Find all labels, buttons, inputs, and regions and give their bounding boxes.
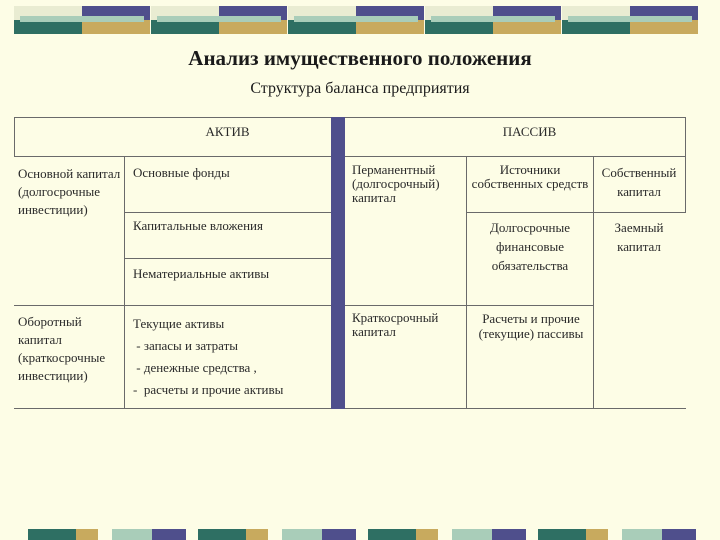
deco-block bbox=[82, 20, 150, 34]
deco-block bbox=[493, 20, 561, 34]
deco-block bbox=[288, 20, 356, 34]
grid-line bbox=[124, 156, 125, 409]
tekushchie-aktivy-item: - денежные средства , bbox=[133, 360, 257, 375]
deco-block bbox=[152, 529, 186, 540]
deco-block bbox=[431, 16, 555, 22]
deco-block bbox=[662, 529, 696, 540]
deco-block bbox=[568, 16, 692, 22]
tekushchie-aktivy-title: Текущие активы bbox=[133, 316, 225, 331]
deco-block bbox=[492, 529, 526, 540]
grid-line bbox=[466, 212, 686, 213]
deco-block bbox=[425, 20, 493, 34]
deco-block bbox=[76, 529, 98, 540]
grid-line bbox=[685, 156, 686, 212]
grid-line bbox=[593, 156, 594, 409]
grid-line bbox=[124, 212, 331, 213]
deco-block bbox=[219, 20, 287, 34]
deco-block bbox=[294, 16, 418, 22]
grid-line bbox=[124, 258, 331, 259]
deco-block bbox=[452, 529, 492, 540]
grid-line bbox=[345, 305, 593, 306]
oborotny-kapital-cell: Оборотный капитал (краткосрочные инвестиции) bbox=[18, 314, 106, 383]
deco-block bbox=[151, 20, 219, 34]
top-banner-row bbox=[14, 6, 698, 34]
tekushchie-aktivy-item: - запасы и затраты bbox=[133, 338, 239, 353]
deco-block bbox=[157, 16, 281, 22]
deco-block bbox=[562, 20, 630, 34]
grid-line bbox=[14, 156, 686, 157]
deco-block bbox=[630, 20, 698, 34]
kapitalnye-vlozheniya-cell: Капитальные вложения bbox=[133, 218, 263, 233]
dolgosrochnye-obyazatelstva-cell: Долгосрочные финансовые обязательства bbox=[490, 220, 570, 273]
deco-block bbox=[28, 529, 76, 540]
kratkosrochny-kapital-cell: Краткосрочный капитал bbox=[352, 310, 439, 339]
aktiv-header: АКТИВ bbox=[205, 124, 250, 139]
deco-block bbox=[246, 529, 268, 540]
istochniki-sobstvennykh-cell: Источники собственных средств bbox=[471, 162, 589, 191]
grid-line bbox=[14, 305, 331, 306]
deco-block bbox=[282, 529, 322, 540]
deco-block bbox=[14, 20, 82, 34]
grid-line bbox=[685, 117, 686, 157]
tekushchie-aktivy-item: - расчеты и прочие активы bbox=[133, 382, 284, 397]
raschety-prochie-cell: Расчеты и прочие (текущие) пассивы bbox=[478, 311, 584, 341]
deco-block bbox=[20, 16, 144, 22]
deco-block bbox=[416, 529, 438, 540]
osnovnoy-kapital-cell: Основной капитал (долгосрочные инвестиции) bbox=[18, 166, 121, 217]
sobstvenny-kapital-cell: Собственный капитал bbox=[601, 165, 677, 199]
tekushchie-aktivy-cell bbox=[133, 313, 328, 401]
aktiv-passiv-separator bbox=[331, 117, 345, 409]
deco-block bbox=[622, 529, 662, 540]
deco-block bbox=[112, 529, 152, 540]
deco-block bbox=[198, 529, 246, 540]
zaemny-kapital-cell: Заемный капитал bbox=[614, 220, 664, 254]
deco-block bbox=[322, 529, 356, 540]
grid-line bbox=[14, 408, 686, 409]
page-title: Анализ имущественного положения bbox=[188, 46, 532, 70]
permanentny-kapital-cell: Перманентный (долгосрочный) капитал bbox=[352, 162, 440, 205]
nematerialnye-aktivy-cell: Нематериальные активы bbox=[133, 266, 270, 281]
grid-line bbox=[466, 156, 467, 409]
deco-block bbox=[538, 529, 586, 540]
deco-block bbox=[368, 529, 416, 540]
deco-block bbox=[356, 20, 424, 34]
bottom-banner-row bbox=[28, 529, 698, 540]
grid-line bbox=[14, 117, 15, 157]
grid-line bbox=[14, 117, 686, 118]
deco-block bbox=[586, 529, 608, 540]
page-subtitle: Структура баланса предприятия bbox=[250, 80, 470, 97]
passiv-header: ПАССИВ bbox=[502, 124, 557, 139]
osnovnye-fondy-cell: Основные фонды bbox=[133, 165, 230, 180]
